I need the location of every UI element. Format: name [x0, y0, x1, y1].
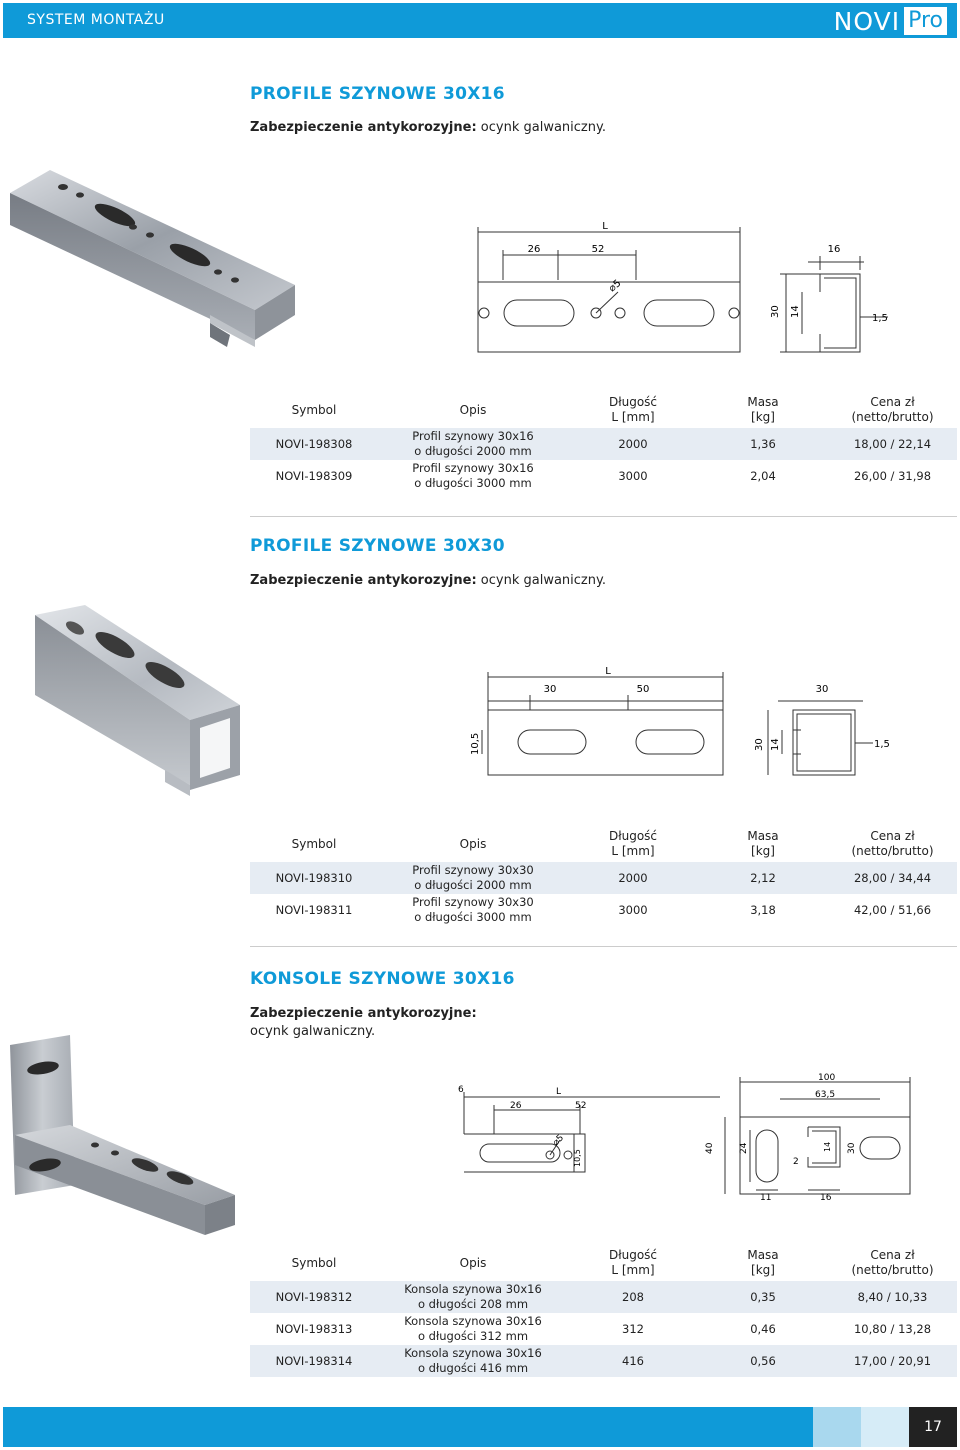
cell-opis-line1: Konsola szynowa 30x16 [404, 1314, 542, 1328]
dim-26: 26 [527, 244, 541, 255]
table-row [250, 894, 957, 926]
section-title-konsole-30x16: KONSOLE SZYNOWE 30X16 [250, 969, 515, 989]
cell-opis [378, 1281, 568, 1313]
product-table-30x30 [250, 826, 957, 926]
cell-masa: 0,35 [698, 1281, 828, 1313]
protection-note [250, 573, 606, 588]
cell-opis-line1: Profil szynowy 30x16 [412, 429, 534, 443]
brand-novi: NOVI [833, 6, 901, 36]
cell-cena: 17,00 / 20,91 [828, 1345, 957, 1377]
cell-masa: 3,18 [698, 894, 828, 926]
cell-dlugosc: 312 [568, 1313, 698, 1345]
cell-symbol: NOVI-198310 [250, 862, 378, 894]
col-masa-line2: [kg] [751, 1263, 775, 1277]
protection-value: ocynk galwaniczny. [476, 120, 606, 135]
dim-L: L [602, 222, 608, 232]
dim-26: 26 [510, 1101, 522, 1111]
cell-dlugosc: 3000 [568, 460, 698, 492]
cell-opis-line2: o długości 208 mm [417, 1297, 529, 1311]
system-label: SYSTEM MONTAŻU [27, 12, 165, 28]
col-dlugosc [568, 826, 698, 862]
cell-opis-line2: o długości 416 mm [417, 1361, 529, 1375]
cell-dlugosc: 3000 [568, 894, 698, 926]
section-divider [250, 516, 957, 517]
cell-opis-line2: o długości 2000 mm [414, 444, 532, 458]
cell-opis-line2: o długości 312 mm [417, 1329, 529, 1343]
dim-30-left: 30 [543, 684, 557, 695]
col-dlugosc-line1: Długość [608, 1248, 658, 1262]
col-masa-line1: Masa [747, 829, 779, 843]
table-row [250, 460, 957, 492]
cell-opis-line2: o długości 2000 mm [414, 878, 532, 892]
col-dlugosc-line2: L [mm] [611, 844, 655, 858]
brand-pro: Pro [904, 7, 947, 35]
col-cena-line1: Cena zł [870, 395, 915, 409]
section-divider [250, 946, 957, 947]
top-header-bar [3, 3, 957, 38]
page-number: 17 [909, 1407, 957, 1447]
cell-opis [378, 428, 568, 460]
col-cena-line2: (netto/brutto) [851, 844, 934, 858]
cell-opis [378, 1313, 568, 1345]
dim-L: L [556, 1087, 562, 1097]
table-row [250, 1281, 957, 1313]
dim-14: 14 [770, 738, 781, 751]
col-dlugosc-line1: Długość [608, 829, 658, 843]
cell-opis [378, 460, 568, 492]
dim-10-5: 10,5 [470, 732, 481, 755]
col-cena [828, 392, 957, 428]
section-title-profile-30x16: PROFILE SZYNOWE 30X16 [250, 84, 505, 104]
col-opis: Opis [459, 836, 487, 851]
dim-6: 6 [458, 1085, 464, 1095]
cell-cena: 8,40 / 10,33 [828, 1281, 957, 1313]
protection-value: ocynk galwaniczny. [476, 573, 606, 588]
cell-symbol: NOVI-198309 [250, 460, 378, 492]
dim-100: 100 [818, 1073, 836, 1083]
dim-L: L [605, 666, 611, 677]
dim-30: 30 [770, 305, 781, 318]
dim-24: 24 [739, 1142, 749, 1154]
rail-30x16-technical-drawing [468, 222, 948, 357]
cell-cena: 28,00 / 34,44 [828, 862, 957, 894]
console-30x16-photo [5, 1035, 245, 1260]
dim-63-5: 63,5 [815, 1090, 836, 1100]
dim-phi5: ⌀5 [551, 1133, 567, 1149]
cell-dlugosc: 2000 [568, 428, 698, 460]
dim-50: 50 [636, 684, 650, 695]
col-masa [698, 1245, 828, 1281]
dim-40: 40 [705, 1142, 715, 1154]
col-masa-line1: Masa [747, 395, 779, 409]
col-cena-line2: (netto/brutto) [851, 410, 934, 424]
product-table-30x16 [250, 392, 957, 492]
col-dlugosc-line1: Długość [608, 395, 658, 409]
dim-14: 14 [823, 1141, 832, 1152]
col-masa [698, 392, 828, 428]
col-masa [698, 826, 828, 862]
cell-dlugosc: 416 [568, 1345, 698, 1377]
cell-symbol: NOVI-198311 [250, 894, 378, 926]
cell-symbol: NOVI-198314 [250, 1345, 378, 1377]
dim-11: 11 [760, 1193, 772, 1202]
table-row [250, 1345, 957, 1377]
cell-opis-line1: Profil szynowy 30x16 [412, 461, 534, 475]
cell-opis-line1: Profil szynowy 30x30 [412, 863, 534, 877]
col-cena-line2: (netto/brutto) [851, 1263, 934, 1277]
cell-cena: 18,00 / 22,14 [828, 428, 957, 460]
dim-52: 52 [591, 244, 605, 255]
col-cena-line1: Cena zł [870, 829, 915, 843]
console-30x16-technical-drawing [450, 1072, 920, 1202]
col-cena [828, 1245, 957, 1281]
table-header-row [250, 392, 957, 428]
dim-30-right: 30 [815, 684, 829, 695]
col-masa-line2: [kg] [751, 844, 775, 858]
protection-note [250, 1006, 477, 1021]
cell-opis-line1: Konsola szynowa 30x16 [404, 1346, 542, 1360]
cell-masa: 1,36 [698, 428, 828, 460]
col-dlugosc-line2: L [mm] [611, 1263, 655, 1277]
cell-masa: 0,46 [698, 1313, 828, 1345]
dim-52: 52 [575, 1101, 587, 1111]
cell-symbol: NOVI-198312 [250, 1281, 378, 1313]
product-table-konsole [250, 1245, 957, 1377]
dim-30-h: 30 [754, 738, 765, 751]
footer-band-light [813, 1407, 861, 1447]
rail-30x30-photo [5, 600, 255, 810]
dim-2: 2 [793, 1157, 799, 1167]
col-opis: Opis [459, 402, 487, 417]
col-cena-line1: Cena zł [870, 1248, 915, 1262]
dim-30: 30 [847, 1142, 857, 1154]
cell-dlugosc: 2000 [568, 862, 698, 894]
protection-label: Zabezpieczenie antykorozyjne: [250, 1006, 477, 1021]
cell-masa: 2,04 [698, 460, 828, 492]
cell-opis-line2: o długości 3000 mm [414, 476, 532, 490]
table-row [250, 428, 957, 460]
dim-phi5: ⌀5 [606, 277, 624, 295]
dim-14: 14 [790, 305, 801, 318]
col-symbol: Symbol [291, 1255, 337, 1270]
table-header-row [250, 826, 957, 862]
cell-cena: 26,00 / 31,98 [828, 460, 957, 492]
col-opis: Opis [459, 1255, 487, 1270]
col-masa-line2: [kg] [751, 410, 775, 424]
col-cena [828, 826, 957, 862]
table-row [250, 862, 957, 894]
rail-30x16-photo [5, 165, 305, 365]
rail-30x30-technical-drawing [468, 665, 948, 780]
col-masa-line1: Masa [747, 1248, 779, 1262]
footer-band-lighter [861, 1407, 909, 1447]
section-title-profile-30x30: PROFILE SZYNOWE 30X30 [250, 536, 505, 556]
cell-masa: 2,12 [698, 862, 828, 894]
footer-bar [3, 1407, 957, 1447]
table-row [250, 1313, 957, 1345]
cell-opis [378, 894, 568, 926]
cell-opis-line1: Konsola szynowa 30x16 [404, 1282, 542, 1296]
table-header-row [250, 1245, 957, 1281]
brand-logo [834, 6, 947, 36]
dim-10-5: 10,5 [573, 1149, 582, 1167]
cell-opis [378, 1345, 568, 1377]
cell-symbol: NOVI-198308 [250, 428, 378, 460]
cell-cena: 42,00 / 51,66 [828, 894, 957, 926]
protection-label: Zabezpieczenie antykorozyjne: [250, 573, 477, 588]
col-dlugosc-line2: L [mm] [611, 410, 655, 424]
cell-opis-line1: Profil szynowy 30x30 [412, 895, 534, 909]
dim-16: 16 [827, 244, 841, 255]
cell-opis-line2: o długości 3000 mm [414, 910, 532, 924]
protection-label: Zabezpieczenie antykorozyjne: [250, 120, 477, 135]
col-dlugosc [568, 1245, 698, 1281]
cell-dlugosc: 208 [568, 1281, 698, 1313]
col-dlugosc [568, 392, 698, 428]
col-symbol: Symbol [291, 836, 337, 851]
protection-note [250, 120, 606, 135]
footer-band-blue [3, 1407, 813, 1447]
dim-1-5: 1,5 [872, 313, 888, 324]
cell-cena: 10,80 / 13,28 [828, 1313, 957, 1345]
cell-masa: 0,56 [698, 1345, 828, 1377]
protection-value-line: ocynk galwaniczny. [250, 1024, 376, 1039]
dim-1-5: 1,5 [874, 739, 890, 750]
cell-symbol: NOVI-198313 [250, 1313, 378, 1345]
dim-16: 16 [820, 1193, 832, 1202]
cell-opis [378, 862, 568, 894]
col-symbol: Symbol [291, 402, 337, 417]
